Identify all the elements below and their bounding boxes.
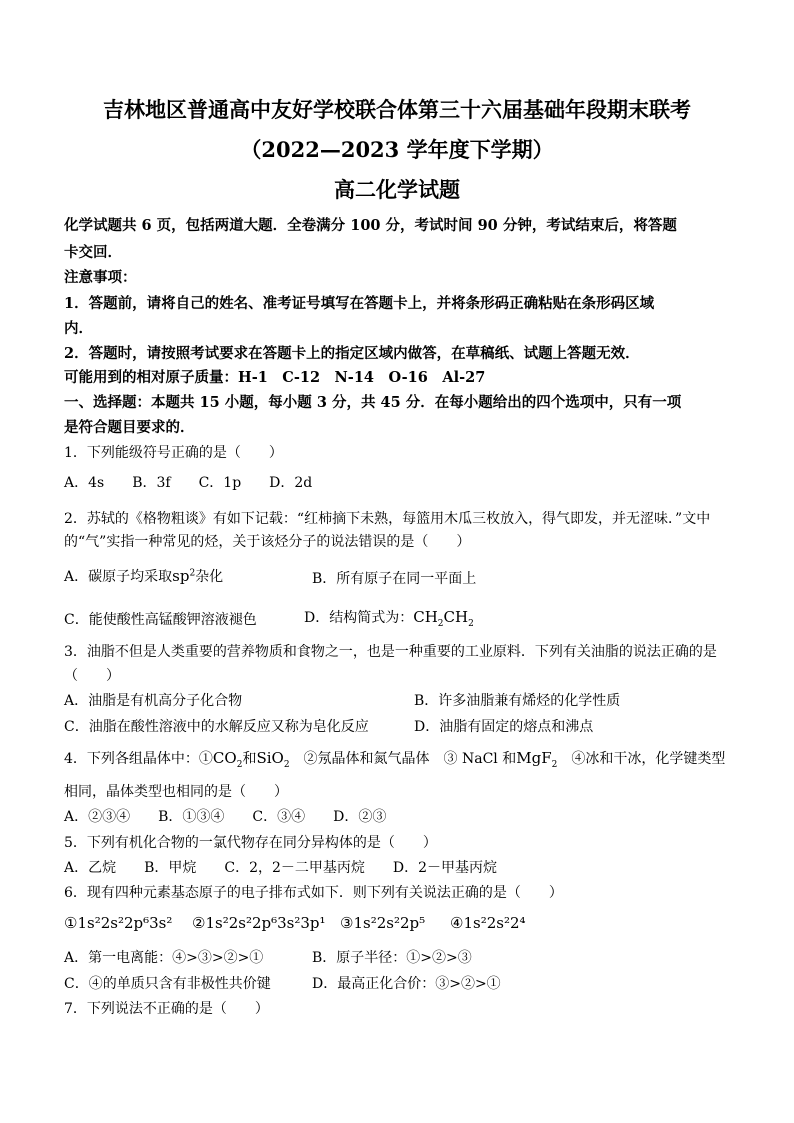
q2-d-ch-1: CH — [413, 608, 438, 626]
intro-line-2: 卡交回． — [64, 244, 122, 261]
q6-config-4: ④1s²2s²2⁴ — [450, 914, 526, 932]
exam-title: 吉林地区普通高中友好学校联合体第三十六届基础年段期末联考 — [103, 97, 691, 122]
q3-option-b: B．许多油脂兼有烯烃的化学性质 — [414, 693, 621, 709]
notice-1a: 1．答题前，请将自己的姓名、准考证号填写在答题卡上，并将条形码正确粘贴在条形码区域 — [64, 295, 655, 312]
q6-config-2: ②1s²2s²2p⁶3s²3p¹ — [192, 914, 326, 932]
q2-a-sp: sp — [172, 567, 190, 585]
q4-options: A．②③④ B．①③④ C．③④ D．②③ — [64, 809, 387, 825]
q4-sio2-sub: 2 — [283, 759, 290, 770]
q6-config-1: ①1s²2s²2p⁶3s² — [64, 914, 173, 932]
q4-sio2: SiO — [256, 749, 284, 767]
section-1-line-1: 一、选择题：本题共 15 小题，每小题 3 分，共 45 分．在每小题给出的四个选项中，只有一项 — [64, 394, 682, 411]
q3-option-a: A．油脂是有机高分子化合物 — [64, 693, 243, 709]
q5-stem: 5．下列有机化合物的一氯代物存在同分异构体的是（ ） — [64, 835, 437, 851]
q4-mgf2: MgF — [516, 749, 552, 767]
q6-option-a: A．第一电离能：④>③>②>① — [64, 950, 264, 966]
q4-part-1: 4．下列各组晶体中：① — [64, 751, 213, 767]
q7-stem: 7．下列说法不正确的是（ ） — [64, 1001, 269, 1017]
q6-option-c: C．④的单质只含有非极性共价键 — [64, 976, 271, 992]
q4-and: 和 — [242, 751, 257, 767]
atomic-masses: 可能用到的相对原子质量：H-1 C-12 N-14 O-16 Al-27 — [64, 369, 486, 386]
q2-d-sub-2: 2 — [468, 618, 474, 629]
q6-option-d: D．最高正化合价：③>②>① — [312, 976, 501, 992]
q2-option-a — [64, 566, 223, 586]
q2-d-sub-1: 2 — [437, 618, 444, 629]
q2-stem-1: 2．苏轼的《格物粗谈》有如下记载：“红柿摘下未熟，每篮用木瓜三枚放入，得气即发，并无涩味．”文中 — [64, 511, 711, 527]
q3-stem-1: 3．油脂不但是人类重要的营养物质和食物之一，也是一种重要的工业原料．下列有关油脂的说法正确的是 — [64, 644, 717, 660]
exam-subject: 高二化学试题 — [334, 177, 460, 202]
q6-option-b: B．原子半径：①>②>③ — [312, 950, 472, 966]
intro-line-1: 化学试题共 6 页，包括两道大题．全卷满分 100 分，考试时间 90 分钟，考试结束后，将答题 — [64, 217, 677, 234]
notice-1b: 内． — [64, 320, 93, 337]
q1-stem: 1．下列能级符号正确的是（ ） — [64, 445, 283, 461]
q4-part-2: ②氖晶体和氮气晶体 ③ NaCl 和 — [289, 751, 517, 767]
q2-a-sup: 2 — [189, 568, 196, 579]
notice-heading: 注意事项： — [64, 269, 137, 286]
q4-co2-sub: 2 — [236, 759, 243, 770]
section-1-line-2: 是符合题目要求的． — [64, 419, 195, 436]
exam-term: （2022—2023 学年度下学期） — [240, 137, 554, 162]
q4-mgf2-sub: 2 — [551, 759, 558, 770]
q2-option-c: C．能使酸性高锰酸钾溶液褪色 — [64, 612, 257, 628]
q2-a-prefix: A．碳原子均采取 — [64, 569, 173, 585]
q6-config-3: ③1s²2s²2p⁵ — [340, 914, 426, 932]
q2-option-b: B．所有原子在同一平面上 — [312, 571, 477, 587]
q3-stem-2: （ ） — [64, 668, 120, 684]
q4-stem-2: 相同，晶体类型也相同的是（ ） — [64, 784, 288, 800]
q6-stem: 6．现有四种元素基态原子的电子排布式如下．则下列有关说法正确的是（ ） — [64, 885, 563, 901]
q2-a-suffix: 杂化 — [195, 569, 224, 585]
q2-option-d — [304, 607, 474, 629]
q4-part-3: ④冰和干冰，化学键类型 — [557, 751, 726, 767]
q3-option-d: D．油脂有固定的熔点和沸点 — [414, 719, 594, 735]
notice-2: 2．答题时，请按照考试要求在答题卡上的指定区域内做答，在草稿纸、试题上答题无效． — [64, 345, 640, 362]
q5-options: A．乙烷 B．甲烷 C．2，2－二甲基丙烷 D．2－甲基丙烷 — [64, 860, 498, 876]
q3-option-c: C．油脂在酸性溶液中的水解反应又称为皂化反应 — [64, 719, 369, 735]
q1-options: A．4s B．3f C．1p D．2d — [64, 475, 313, 491]
q4-co2: CO — [212, 749, 237, 767]
q2-d-prefix: D．结构简式为： — [304, 610, 414, 626]
q4-stem-1 — [64, 748, 725, 770]
q2-d-ch-2: CH — [443, 608, 469, 626]
q2-stem-2: 的“气”实指一种常见的烃，关于该烃分子的说法错误的是（ ） — [64, 534, 471, 550]
